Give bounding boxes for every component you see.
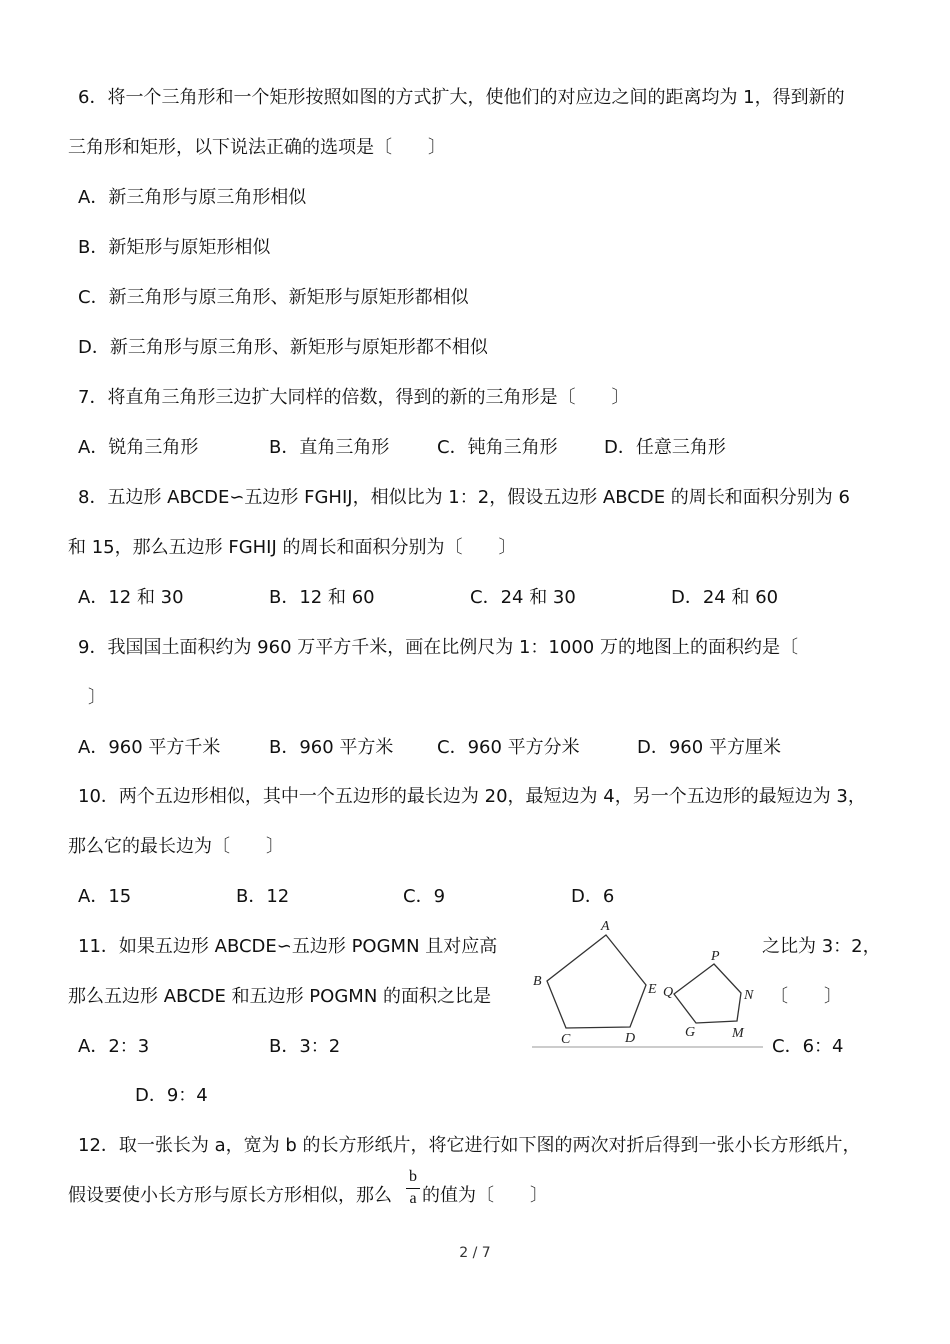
q11-option-c: C．6：4 bbox=[772, 1036, 844, 1057]
label-a: A bbox=[601, 919, 610, 934]
q10-option-a: A．15 bbox=[78, 886, 132, 907]
q8-stem-line1: 8．五边形 ABCDE∽五边形 FGHIJ，相似比为 1：2，假设五边形 ABCDE 的周长和面积分别为 6 bbox=[78, 487, 850, 508]
q8-option-c: C．24 和 30 bbox=[470, 587, 576, 608]
q12-stem-line2-left: 假设要使小长方形与原长方形相似，那么 bbox=[68, 1185, 392, 1206]
q12-stem-line1: 12．取一张长为 a，宽为 b 的长方形纸片，将它进行如下图的两次对折后得到一张小长方形纸片， bbox=[78, 1135, 861, 1156]
q11-stem-line1-left: 11．如果五边形 ABCDE∽五边形 POGMN 且对应高 bbox=[78, 936, 498, 957]
q10-stem-line1: 10．两个五边形相似，其中一个五边形的最长边为 20，最短边为 4，另一个五边形的最短边为 3， bbox=[78, 786, 866, 807]
q7-option-b: B．直角三角形 bbox=[269, 437, 390, 458]
label-m: M bbox=[732, 1026, 744, 1041]
q11-stem-line2-right: 〔 〕 bbox=[770, 986, 842, 1007]
q11-stem-line2-left: 那么五边形 ABCDE 和五边形 POGMN 的面积之比是 bbox=[68, 986, 491, 1007]
q9-option-a: A．960 平方千米 bbox=[78, 737, 221, 758]
label-n: N bbox=[744, 988, 754, 1003]
pentagon-abcde bbox=[547, 935, 646, 1028]
q7-option-c: C．钝角三角形 bbox=[437, 437, 558, 458]
q7-option-d: D．任意三角形 bbox=[604, 437, 726, 458]
q11-option-d: D．9：4 bbox=[135, 1085, 208, 1106]
q6-option-d: D．新三角形与原三角形、新矩形与原矩形都不相似 bbox=[78, 337, 488, 358]
q6-stem-line2: 三角形和矩形，以下说法正确的选项是〔 〕 bbox=[68, 137, 446, 158]
q11-option-a: A．2：3 bbox=[78, 1036, 150, 1057]
q6-stem-line1: 6．将一个三角形和一个矩形按照如图的方式扩大，使他们的对应边之间的距离均为 1，得到新的 bbox=[78, 87, 845, 108]
fraction-numerator: b bbox=[409, 1168, 417, 1185]
q9-option-b: B．960 平方米 bbox=[269, 737, 394, 758]
q11-option-b: B．3：2 bbox=[269, 1036, 341, 1057]
label-c: C bbox=[561, 1032, 571, 1047]
q7-stem: 7．将直角三角形三边扩大同样的倍数，得到的新的三角形是〔 〕 bbox=[78, 387, 630, 408]
fraction-bar bbox=[406, 1188, 420, 1189]
q9-option-c: C．960 平方分米 bbox=[437, 737, 580, 758]
page-number: 2 / 7 bbox=[459, 1245, 491, 1261]
fraction-denominator: a bbox=[409, 1190, 417, 1207]
q9-option-d: D．960 平方厘米 bbox=[637, 737, 781, 758]
q11-stem-line1-right: 之比为 3：2， bbox=[762, 936, 881, 957]
label-b: B bbox=[533, 974, 542, 989]
q6-option-b: B．新矩形与原矩形相似 bbox=[78, 237, 271, 258]
q8-option-d: D．24 和 60 bbox=[671, 587, 779, 608]
q6-option-c: C．新三角形与原三角形、新矩形与原矩形都相似 bbox=[78, 287, 469, 308]
q8-stem-line2: 和 15，那么五边形 FGHIJ 的周长和面积分别为〔 〕 bbox=[68, 537, 517, 558]
label-q: Q bbox=[663, 985, 674, 1000]
q6-option-a: A．新三角形与原三角形相似 bbox=[78, 187, 307, 208]
label-d: D bbox=[625, 1031, 636, 1046]
q10-stem-line2: 那么它的最长边为〔 〕 bbox=[68, 836, 284, 857]
q10-option-d: D．6 bbox=[571, 886, 615, 907]
q9-stem-line2: 〕 bbox=[88, 687, 106, 708]
q9-stem-line1: 9．我国国土面积约为 960 万平方千米，画在比例尺为 1：1000 万的地图上的面积约是〔 bbox=[78, 637, 798, 658]
pentagon-pqgmn bbox=[674, 964, 741, 1023]
q8-option-a: A．12 和 30 bbox=[78, 587, 184, 608]
label-g: G bbox=[685, 1025, 696, 1040]
q7-option-a: A．锐角三角形 bbox=[78, 437, 199, 458]
q12-stem-line2-right: 的值为〔 〕 bbox=[422, 1185, 548, 1206]
pentagons-svg bbox=[530, 918, 765, 1053]
similar-pentagons-figure bbox=[530, 918, 765, 1053]
q10-option-b: B．12 bbox=[236, 886, 290, 907]
label-p: P bbox=[711, 949, 720, 964]
q8-option-b: B．12 和 60 bbox=[269, 587, 375, 608]
q10-option-c: C．9 bbox=[403, 886, 446, 907]
label-e: E bbox=[648, 982, 657, 997]
